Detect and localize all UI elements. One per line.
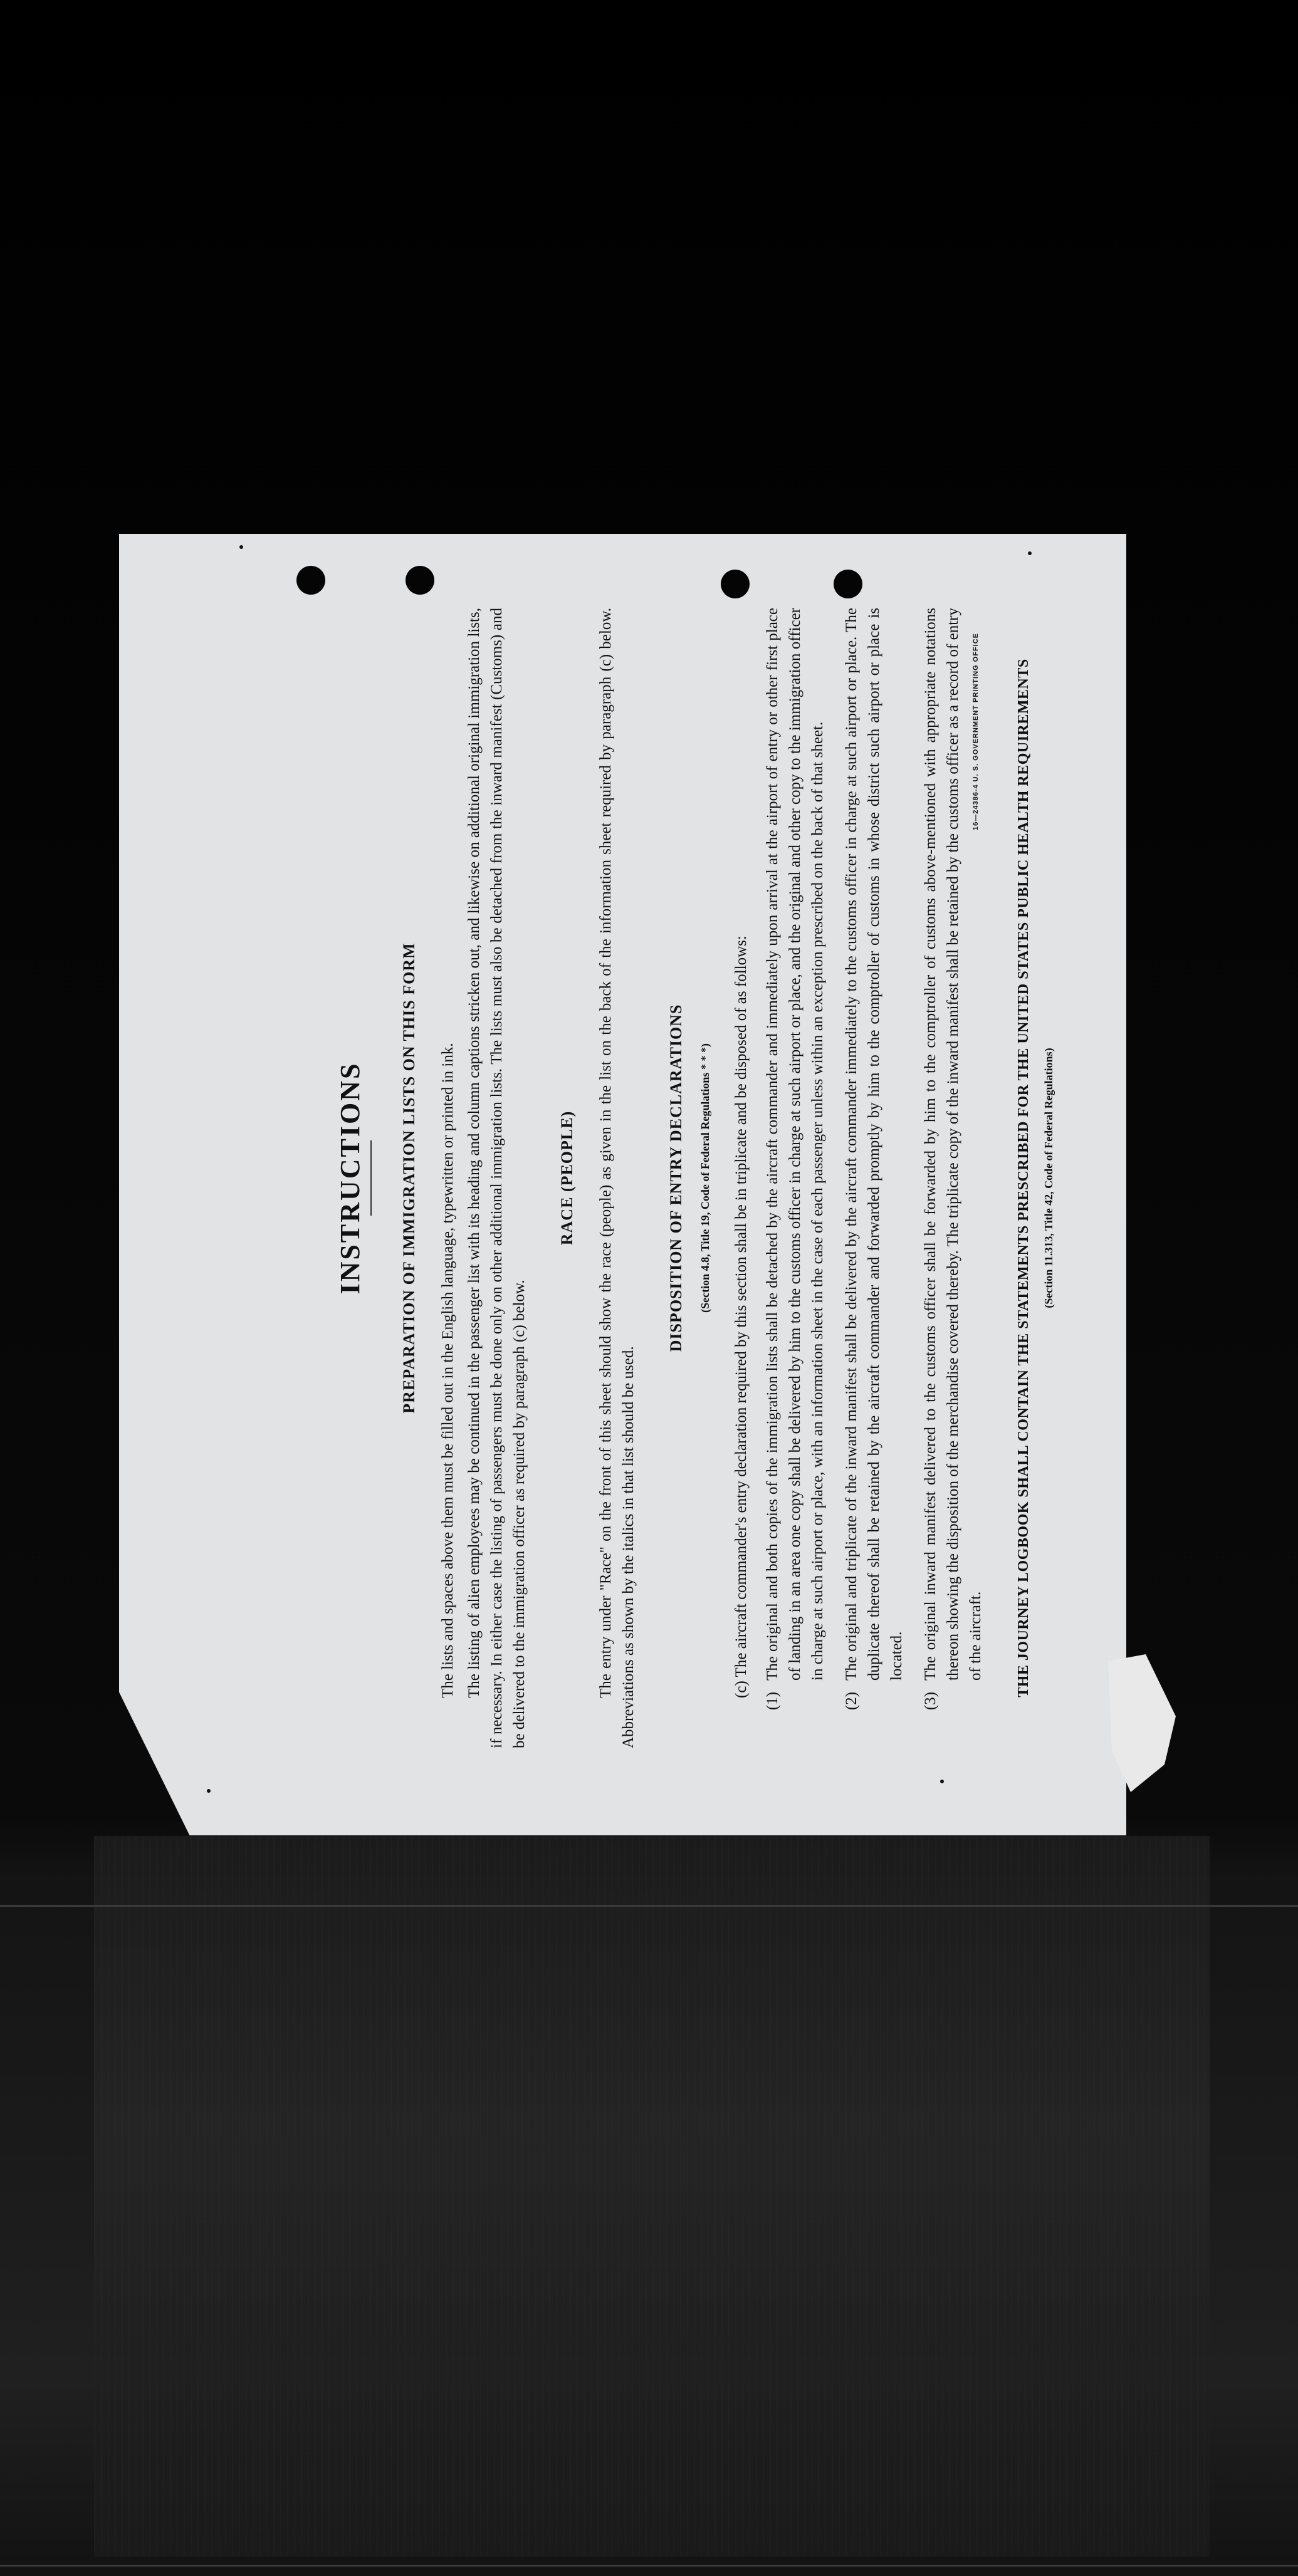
regulation-citation: (Section 4.8, Title 19, Code of Federal Regulations * * *) (699, 1043, 711, 1313)
section-heading-race: RACE (PEOPLE) (558, 1110, 576, 1246)
scanner-bed-area (94, 1836, 1210, 2557)
list-item-text: The original and both copies of the immigration lists shall be detached by the aircraft commander and immediately upon arrival at the airport of entry or other first place of landing in an area one copy shall be delivered by him to the customs officer in charge at such airport or place, and the original and other copy to the immigration officer in charge at such airport or place, with an information sheet in the case of each passenger unless within an exception prescribed on the back of that sheet. (764, 608, 826, 1681)
paragraph: The listing of alien employees may be continued in the passenger list with its heading and column captions stricken out, and likewise on additional original immigration lists, if necessary. In either case the listing of passengers must be done only on other additional immigration lists. The lists must also be detached from the inward manifest (Customs) and be delivered to the immigration officer as required by paragraph (c) below. (466, 608, 528, 1748)
punch-hole (721, 570, 750, 598)
scan-artifact-line (0, 1905, 1298, 1907)
list-item (762, 608, 829, 1748)
section-heading-preparation: PREPARATION OF IMMIGRATION LISTS ON THIS FORM (400, 942, 418, 1414)
document-title: INSTRUCTIONS (335, 1061, 365, 1295)
list-item (840, 608, 908, 1748)
punch-hole (296, 566, 325, 595)
printer-imprint: 16—24386-4 U. S. GOVERNMENT PRINTING OFFICE (972, 633, 980, 831)
list-item-number: (1) (764, 1692, 781, 1711)
list-item-number: (2) (843, 1692, 860, 1711)
footer-title: THE JOURNEY LOGBOOK SHALL CONTAIN THE STATEMENTS PRESCRIBED FOR THE UNITED STATES PUBLIC HEALTH REQUIREMENTS (1015, 659, 1032, 1697)
scan-artifact-line (0, 2565, 1298, 2567)
list-item-number: (3) (922, 1692, 939, 1711)
paragraph: The lists and spaces above them must be filled out in the English language, typewritten or printed in ink. (439, 1043, 456, 1698)
paragraph: (c) The aircraft commander's entry declaration required by this section shall be in triplicate and be disposed of as follows: (733, 936, 750, 1698)
paper-speck (239, 545, 243, 549)
section-heading-disposition: DISPOSITION OF ENTRY DECLARATIONS (667, 1004, 685, 1352)
list-item-text: The original and triplicate of the inward manifest shall be delivered by the aircraft commander immediately to the customs officer in charge at such airport or place. The duplicate thereof shall be retained by the aircraft commander and forwarded promptly by him to the comptroller of customs in whose district such airport or place is located. (843, 608, 905, 1681)
list-item-text: The original inward manifest delivered to the customs officer shall be forwarded by him to the comptroller of customs above-mentioned with appropriate notations thereon showing the disposition of the merchandise covered thereby. The triplicate copy of the inward manifest shall be retained by the customs officer as a record of entry of the aircraft. (922, 608, 984, 1681)
paper-speck (940, 1780, 944, 1783)
footer-citation: (Section 11.313, Title 42, Code of Federal Regulations) (1042, 1048, 1055, 1308)
title-rule (370, 1140, 372, 1216)
paragraph: The entry under "Race" on the front of this sheet should show the race (people) as given in the list on the back of the information sheet required by paragraph (c) below. Abbreviations as shown by the italics in that list should be used. (597, 608, 637, 1748)
paper-speck (207, 1789, 211, 1793)
paper-speck (1028, 551, 1032, 555)
instructions-text-block (328, 608, 1055, 1748)
punch-hole (834, 570, 862, 598)
punch-hole (406, 566, 434, 595)
